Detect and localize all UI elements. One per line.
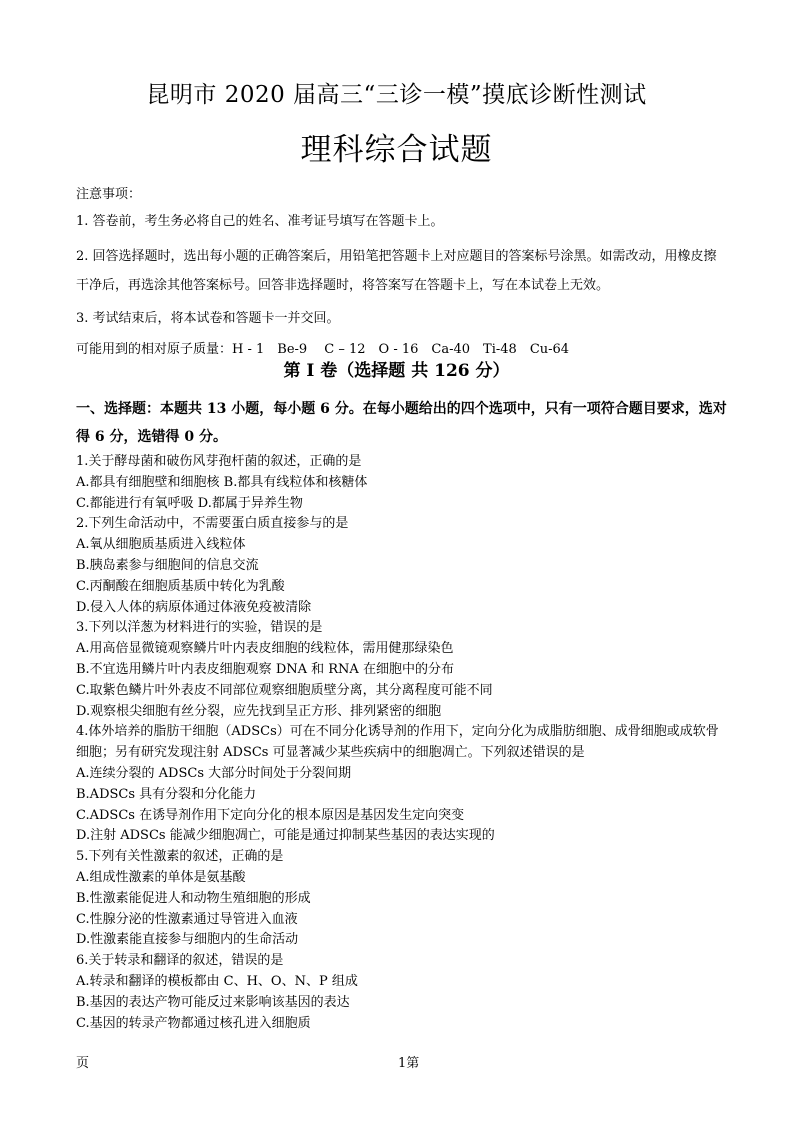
section-title: 第 I 卷（选择题 共 126 分）	[283, 361, 510, 381]
footer-page-number: 1第	[398, 1056, 420, 1071]
question-stem: 2.下列生命活动中，不需要蛋白质直接参与的是	[76, 516, 349, 532]
question-option-a: A.组成性激素的单体是氨基酸	[76, 869, 246, 885]
notes-item-3: 3. 考试结束后，将本试卷和答题卡一并交回。	[76, 311, 340, 326]
exam-title: 昆明市 2020 届高三“三诊一模”摸底诊断性测试	[146, 82, 647, 108]
question-option-b: B.胰岛素参与细胞间的信息交流	[76, 557, 259, 573]
question-option-d: D.观察根尖细胞有丝分裂，应先找到呈正方形、排列紧密的细胞	[76, 703, 442, 719]
question-4	[76, 722, 726, 847]
question-options-ab: A.都具有细胞壁和细胞核 B.都具有线粒体和核糖体	[76, 474, 368, 490]
notes-heading: 注意事项：	[76, 187, 142, 202]
question-option-d: D.侵入人体的病原体通过体液免疫被清除	[76, 599, 312, 615]
question-1	[76, 452, 726, 514]
question-option-a: A.用高倍显微镜观察鳞片叶内表皮细胞的线粒体，需用健那绿染色	[76, 641, 454, 657]
exam-subtitle: 理科综合试题	[300, 132, 493, 168]
question-stem: 5.下列有关性激素的叙述，正确的是	[76, 849, 284, 865]
question-5	[76, 847, 726, 951]
question-option-a: A.氧从细胞质基质进入线粒体	[76, 537, 246, 553]
question-option-b: B.ADSCs 具有分裂和分化能力	[76, 786, 257, 802]
question-option-d: D.性激素能直接参与细胞内的生命活动	[76, 932, 299, 948]
question-list	[76, 452, 726, 1034]
question-3	[76, 618, 726, 722]
question-2	[76, 514, 726, 618]
question-option-b: B.不宜选用鳞片叶内表皮细胞观察 DNA 和 RNA 在细胞中的分布	[76, 661, 454, 677]
question-option-c: C.ADSCs 在诱导剂作用下定向分化的根本原因是基因发生定向突变	[76, 807, 465, 823]
question-option-b: B.性激素能促进人和动物生殖细胞的形成	[76, 890, 311, 906]
question-option-c: C.基因的转录产物都通过核孔进入细胞质	[76, 1015, 311, 1031]
question-option-d: D.注射 ADSCs 能减少细胞凋亡，可能是通过抑制某些基因的表达实现的	[76, 828, 495, 844]
notes-item-1: 1. 答卷前，考生务必将自己的姓名、准考证号填写在答题卡上。	[76, 214, 444, 229]
question-option-a: A.转录和翻译的模板都由 C、H、O、N、P 组成	[76, 973, 358, 989]
question-stem: 3.下列以洋葱为材料进行的实验，错误的是	[76, 620, 323, 636]
question-stem: 6.关于转录和翻译的叙述，错误的是	[76, 953, 284, 969]
question-options-cd: C.都能进行有氧呼吸 D.都属于异养生物	[76, 495, 303, 511]
question-option-c: C.丙酮酸在细胞质基质中转化为乳酸	[76, 578, 285, 594]
question-option-a: A.连续分裂的 ADSCs 大部分时间处于分裂间期	[76, 765, 352, 781]
question-stem: 4.体外培养的脂肪干细胞（ADSCs）可在不同分化诱导剂的作用下，定向分化为成脂肪细胞、成骨细胞或成软骨细胞；另有研究发现注射 ADSCs 可显著减少某些疾病中的细胞凋亡。下列叙述错误的是	[76, 724, 719, 761]
question-option-c: C.性腺分泌的性激素通过导管进入血液	[76, 911, 298, 927]
question-6	[76, 951, 726, 1034]
question-stem: 1.关于酵母菌和破伤风芽孢杆菌的叙述，正确的是	[76, 454, 362, 469]
notes-section	[76, 184, 724, 361]
footer-page-label: 页	[76, 1056, 90, 1071]
notes-item-2: 2. 回答选择题时，选出每小题的正确答案后，用铅笔把答题卡上对应题目的答案标号涂黑。如需改动，用橡皮擦干净后，再选涂其他答案标号。回答非选择题时，将答案写在答题卡上，写在本试卷上无效。	[76, 249, 717, 293]
atomic-masses: 可能用到的相对原子质量：H - 1 Be-9 C – 12 O - 16 Ca-40 Ti-48 Cu-64	[76, 342, 570, 357]
question-option-b: B.基因的表达产物可能反过来影响该基因的表达	[76, 994, 350, 1010]
question-option-c: C.取紫色鳞片叶外表皮不同部位观察细胞质壁分离，其分离程度可能不同	[76, 682, 493, 698]
section-instruction: 一、选择题：本题共 13 小题，每小题 6 分。在每小题给出的四个选项中，只有一项符合题目要求，选对得 6 分，选错得 0 分。	[76, 401, 727, 445]
